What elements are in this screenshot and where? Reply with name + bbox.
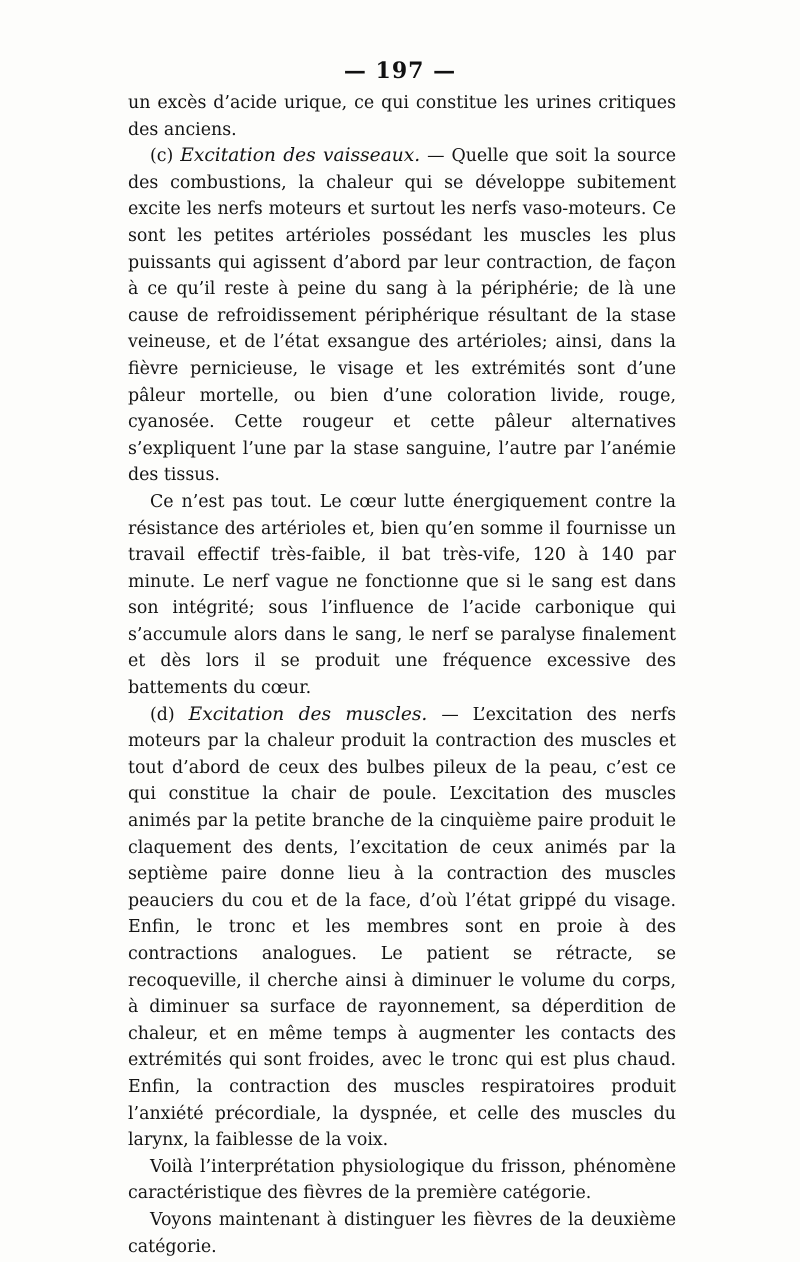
paragraph-4 bbox=[128, 702, 676, 1154]
section-heading-vaisseaux: Excitation des vaisseaux. bbox=[180, 145, 421, 167]
page-number: — 197 — bbox=[343, 58, 457, 84]
paragraph-6 bbox=[128, 1207, 676, 1260]
section-label-d: (d) bbox=[150, 704, 175, 725]
paragraph-1 bbox=[128, 90, 676, 143]
paragraph-2 bbox=[128, 143, 676, 489]
section-heading-muscles: Excitation des muscles. bbox=[188, 703, 428, 725]
paragraph-2-text: — Quelle que soit la source des combustions, la chaleur qui se développe subitement excite les nerfs moteurs et surtout les nerfs vaso-moteurs. Ce sont les petites artérioles possédant les muscles les plus puissants qui agissent d’abord par leur contraction, de façon à ce qu’il reste à peine du sang à la périphérie; de là une cause de refroidissement périphérique résultant de la stase veineuse, et de l’état exsangue des artérioles; ainsi, dans la fièvre pernicieuse, le visage et les extrémités sont d’une pâleur mortelle, ou bien d’une coloration livide, rouge, cyanosée. Cette rougeur et cette pâleur alternatives s’expliquent l’une par la stase sanguine, l’autre par l’anémie des tissus. bbox=[128, 146, 677, 486]
paragraph-6-text: Voyons maintenant à distinguer les fièvres de la deuxième catégorie. bbox=[128, 1209, 676, 1257]
paragraph-3-text: Ce n’est pas tout. Le cœur lutte énergiquement contre la résistance des artérioles et, bien qu’en somme il fournisse un travail effectif très-faible, il bat très-vife, 120 à 140 par minute. Le nerf vague ne fonctionne que si le sang est dans son intégrité; sous l’influence de l’acide carbonique qui s’accumule alors dans le sang, le nerf se paralyse finalement et dès lors il se produit une fréquence excessive des battements du cœur. bbox=[128, 491, 676, 699]
body-text bbox=[128, 90, 676, 1260]
paragraph-1-text: un excès d’acide urique, ce qui constitue les urines critiques des anciens. bbox=[128, 93, 676, 140]
paragraph-5 bbox=[128, 1154, 676, 1207]
section-label-c: (c) bbox=[150, 146, 174, 167]
paragraph-4-text: — L’excitation des nerfs moteurs par la chaleur produit la contraction des muscles et tout d’abord de ceux des bulbes pileux de la peau, c’est ce qui constitue la chair de poule. L’excitation des muscles animés par la petite branche de la cinquième paire produit le claquement des dents, l’excitation de ceux animés par la septième paire donne lieu à la contraction des muscles peauciers du cou et de la face, d’où l’état grippé du visage. Enfin, le tronc et les membres sont en proie à des contractions analogues. Le patient se rétracte, se recoqueville, il cherche ainsi à diminuer le volume du corps, à diminuer sa surface de rayonnement, sa déperdition de chaleur, et en même temps à augmenter les contacts des extrémités qui sont froides, avec le tronc qui est plus chaud. Enfin, la contraction des muscles respiratoires produit l’anxiété précordiale, la dyspnée, et celle des muscles du larynx, la faiblesse de la voix. bbox=[128, 704, 676, 1151]
paragraph-3 bbox=[128, 489, 676, 702]
paragraph-5-text: Voilà l’interprétation physiologique du frisson, phénomène caractéristique des fièvres de la première catégorie. bbox=[128, 1156, 676, 1204]
